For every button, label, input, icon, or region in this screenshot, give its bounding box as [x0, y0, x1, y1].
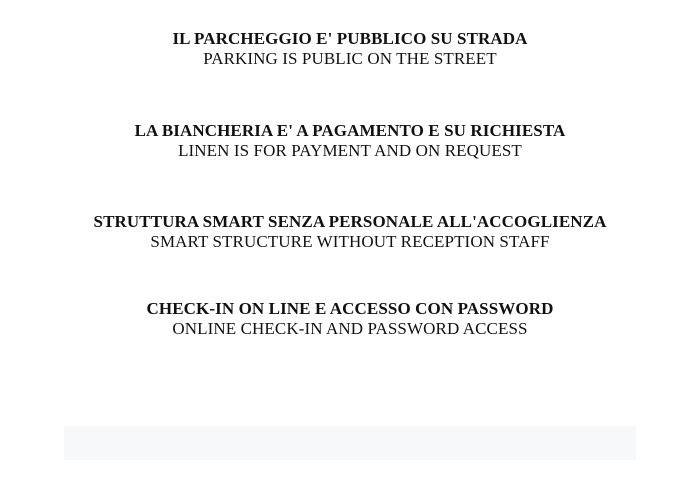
parking-notice — [0, 29, 700, 69]
linen-notice-italian: LA BIANCHERIA E' A PAGAMENTO E SU RICHIESTA — [134, 121, 566, 140]
background-band — [64, 426, 636, 460]
reception-notice-english: SMART STRUCTURE WITHOUT RECEPTION STAFF — [150, 232, 550, 251]
parking-notice-italian: IL PARCHEGGIO E' PUBBLICO SU STRADA — [172, 29, 528, 48]
check-in-notice-italian: CHECK-IN ON LINE E ACCESSO CON PASSWORD — [146, 299, 554, 318]
linen-notice — [0, 121, 700, 161]
check-in-notice-english: ONLINE CHECK-IN AND PASSWORD ACCESS — [172, 319, 528, 338]
reception-notice — [0, 212, 700, 252]
parking-notice-english: PARKING IS PUBLIC ON THE STREET — [203, 49, 497, 68]
reception-notice-italian: STRUTTURA SMART SENZA PERSONALE ALL'ACCOGLIENZA — [93, 212, 607, 231]
linen-notice-english: LINEN IS FOR PAYMENT AND ON REQUEST — [178, 141, 522, 160]
check-in-notice — [0, 299, 700, 339]
